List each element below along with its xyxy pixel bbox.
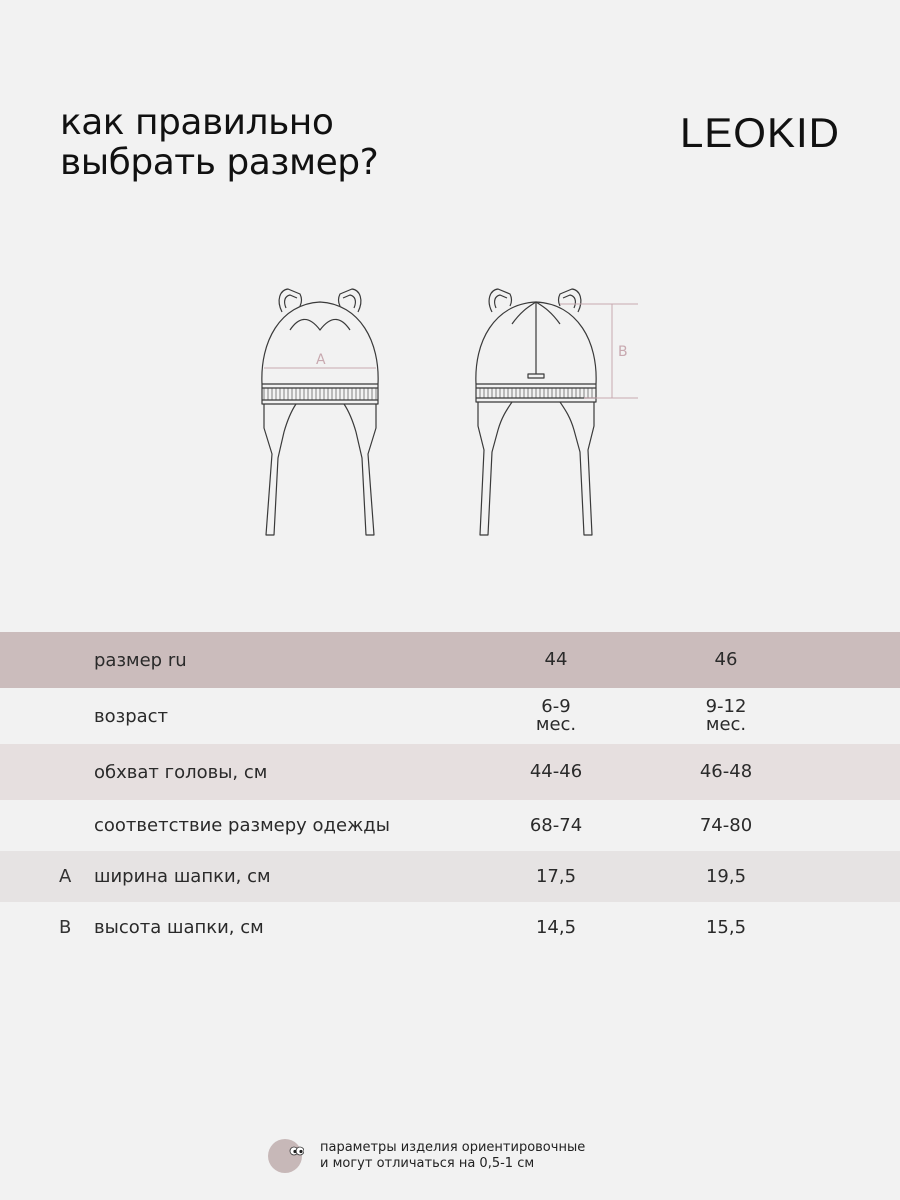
cell-value: 19,5 <box>705 865 747 887</box>
cell-value: 14,5 <box>535 916 577 938</box>
table-row-head-circumference <box>0 744 900 800</box>
age-value-2 <box>666 698 786 734</box>
age-value-1-line-1: 6-9 <box>541 696 571 717</box>
cell-value: 15,5 <box>705 916 747 938</box>
mascot-blob-icon <box>268 1138 304 1174</box>
front-crown <box>262 302 378 384</box>
age-value-2-line-2: мес. <box>705 714 747 735</box>
row-label: возраст <box>94 705 169 727</box>
cell-value: 46-48 <box>699 761 753 782</box>
hat-outline-icon <box>250 280 650 550</box>
size-46: 46 <box>714 649 738 670</box>
back-right-flap <box>560 402 594 535</box>
table-row-size <box>0 632 900 688</box>
disclaimer-line-1: параметры изделия ориентировочные <box>320 1140 586 1155</box>
front-right-flap <box>344 404 376 535</box>
age-value-1-line-2: мес. <box>535 714 577 735</box>
table-row-hat-width <box>0 851 900 902</box>
disclaimer-note <box>268 1138 585 1174</box>
table-row-age <box>0 688 900 744</box>
age-value-1 <box>496 698 616 734</box>
page-title-line-2: выбрать размер? <box>60 142 379 183</box>
brand-logo: LEOKID <box>679 109 840 156</box>
front-left-ear <box>279 289 301 312</box>
disclaimer-line-2: и могут отличаться на 0,5-1 см <box>320 1156 535 1171</box>
row-label: ширина шапки, см <box>94 866 271 887</box>
row-label: размер ru <box>94 649 187 671</box>
size-44: 44 <box>544 649 568 670</box>
row-label: обхват головы, см <box>94 761 268 783</box>
cell-value: 68-74 <box>529 814 583 836</box>
front-left-flap <box>264 404 296 535</box>
page-title-line-1: как правильно <box>60 102 334 143</box>
row-letter: A <box>59 866 72 887</box>
disclaimer-text <box>320 1140 585 1172</box>
back-left-ear <box>489 289 511 312</box>
age-value-2-line-1: 9-12 <box>705 696 747 717</box>
row-label: соответствие размеру одежды <box>94 815 390 836</box>
row-label: высота шапки, см <box>94 917 264 938</box>
back-left-flap <box>478 402 512 535</box>
front-right-ear <box>339 289 361 312</box>
size-table <box>0 632 900 953</box>
cell-value: 17,5 <box>535 865 577 887</box>
row-letter: B <box>59 917 72 938</box>
measure-label-a: A <box>316 352 326 368</box>
measure-label-b: B <box>618 344 628 360</box>
table-row-hat-height <box>0 902 900 953</box>
page-title <box>60 103 378 183</box>
cell-value: 44-46 <box>529 761 583 782</box>
table-row-clothing-size <box>0 800 900 851</box>
hat-diagram <box>250 280 650 550</box>
cell-value: 74-80 <box>699 814 753 836</box>
back-label <box>528 374 544 378</box>
